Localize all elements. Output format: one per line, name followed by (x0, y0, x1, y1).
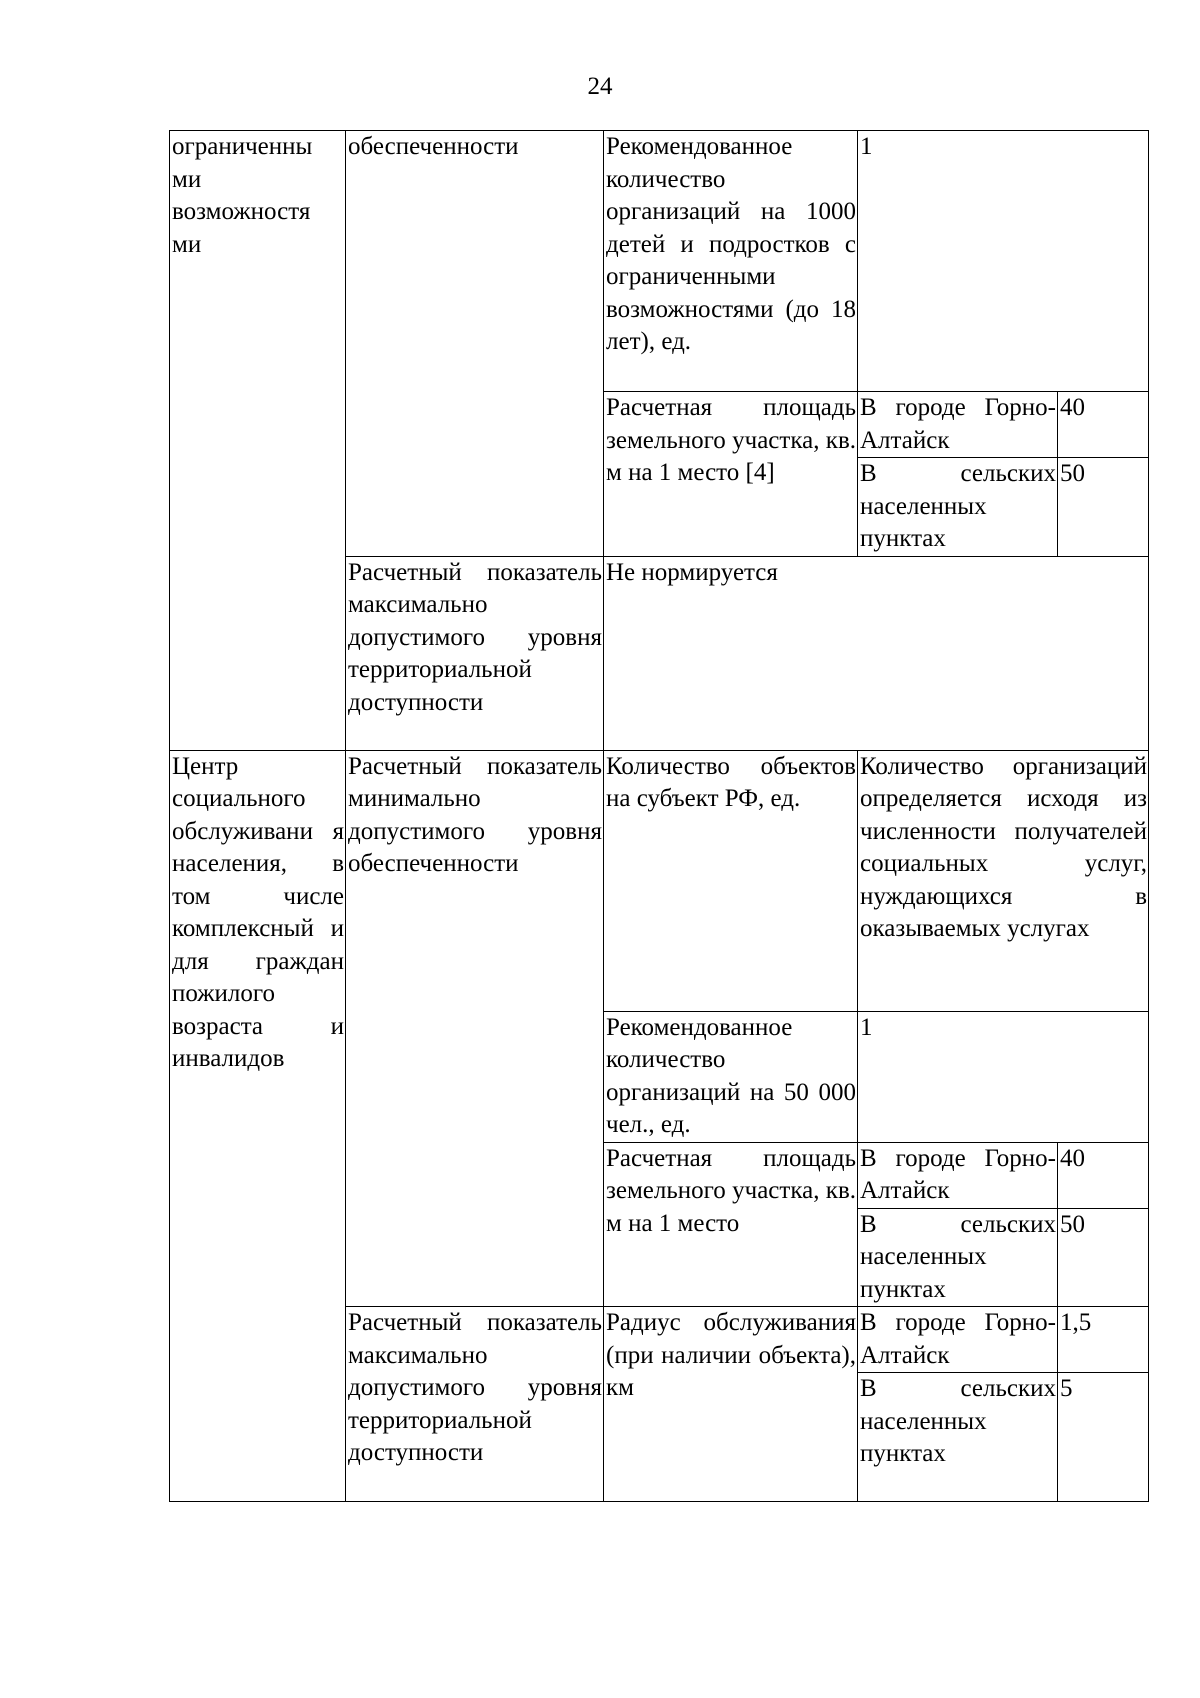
min-indicator-cell: обеспеченности (346, 131, 604, 557)
objects-count-value: Количество организаций определяется исходя из численности получателей социальных услуг, нуждающихся в оказываемых услугах (858, 750, 1149, 1011)
radius-city-label: В городе Горно-Алтайск (858, 1307, 1058, 1373)
area-rural-label: В сельских населенных пунктах (858, 1208, 1058, 1307)
radius-rural-label: В сельских населенных пунктах (858, 1373, 1058, 1502)
area-city-value: 40 (1058, 1142, 1149, 1208)
max-indicator-cell: Расчетный показатель максимально допустимого уровня территориальной доступности (346, 1307, 604, 1502)
standards-table (169, 130, 1149, 1502)
area-label: Расчетная площадь земельного участка, кв. м на 1 место (604, 1142, 858, 1307)
radius-label: Радиус обслуживания (при наличии объекта), км (604, 1307, 858, 1502)
area-city-label: В городе Горно-Алтайск (858, 392, 1058, 458)
max-indicator-value: Не нормируется (604, 556, 1149, 750)
recommended-count-value: 1 (858, 1011, 1149, 1142)
table-row (170, 131, 1149, 392)
recommended-count-value: 1 (858, 131, 1149, 392)
table-row (170, 750, 1149, 1011)
page-number: 24 (587, 73, 613, 100)
recommended-count-label: Рекомендованное количество организаций на 50 000 чел., ед. (604, 1011, 858, 1142)
object-name-cell: ограниченны ми возможностя ми (170, 131, 346, 751)
radius-city-value: 1,5 (1058, 1307, 1149, 1373)
objects-count-label: Количество объектов на субъект РФ, ед. (604, 750, 858, 1011)
area-rural-value: 50 (1058, 458, 1149, 557)
radius-rural-value: 5 (1058, 1373, 1149, 1502)
max-indicator-cell: Расчетный показатель максимально допустимого уровня территориальной доступности (346, 556, 604, 750)
area-rural-label: В сельских населенных пунктах (858, 458, 1058, 557)
area-label: Расчетная площадь земельного участка, кв. м на 1 место [4] (604, 392, 858, 557)
recommended-count-label: Рекомендованное количество организаций на 1000 детей и подростков с ограниченными возможностями (до 18 лет), ед. (604, 131, 858, 392)
area-city-value: 40 (1058, 392, 1149, 458)
area-city-label: В городе Горно-Алтайск (858, 1142, 1058, 1208)
area-rural-value: 50 (1058, 1208, 1149, 1307)
object-name-cell: Центр социального обслуживани я населения, в том числе комплексный и для граждан пожилого возраста и инвалидов (170, 750, 346, 1502)
min-indicator-cell: Расчетный показатель минимально допустимого уровня обеспеченности (346, 750, 604, 1307)
